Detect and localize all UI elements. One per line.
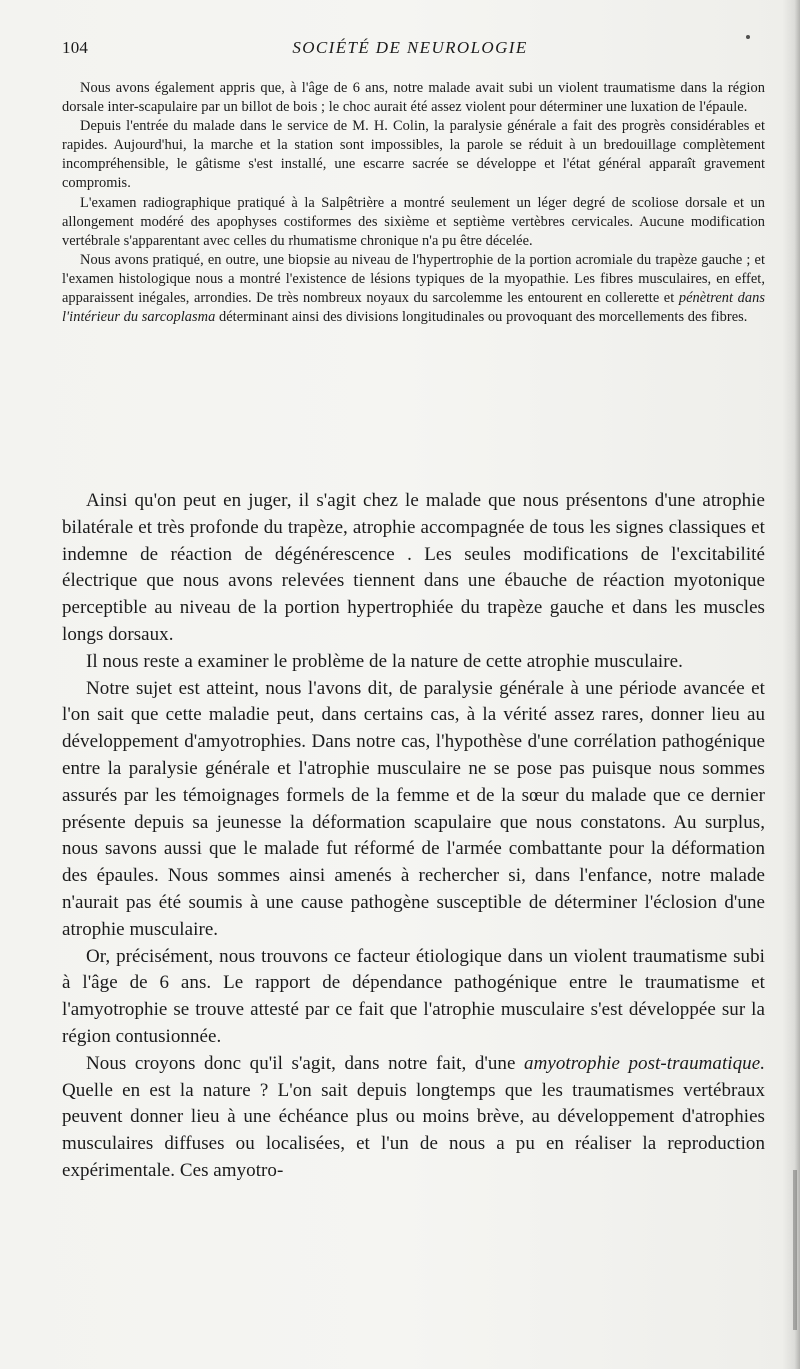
main-paragraph-3: Notre sujet est atteint, nous l'avons dit, de paralysie générale à une période avancée et l'on sait que cette maladie peut, dans certains cas, à la vérité assez rares, donner lieu au développement d'amyotrophies. Dans notre cas, l'hypothèse d'une corrélation pathogénique entre la paralysie générale et l'atrophie musculaire ne se pose pas puisque nous sommes assurés par les témoignages formels de la femme et de la sœur du malade que ce dernier présente depuis sa jeunesse la déformation scapulaire que nous constatons. Au surplus, nous savons aussi que le malade fut réformé de l'armée combattante pour la déformation des épaules. Nous sommes ainsi amenés à rechercher si, dans l'enfance, notre malade n'aurait pas été soumis à une cause pathogène susceptible de déterminer l'éclosion d'une atrophie musculaire. — [62, 677, 765, 940]
main-paragraph-4: Or, précisément, nous trouvons ce facteur étiologique dans un violent traumatisme subi à l'âge de 6 ans. Le rapport de dépendance pathogénique entre le traumatisme et l'amyotrophie se trouve attesté par ce fait que l'atrophie musculaire s'est développée sur la région contusionnée. — [62, 945, 765, 1047]
main-text-section — [62, 488, 765, 1185]
paragraph-text-after: Quelle en est la nature ? L'on sait depuis longtemps que les traumatismes vertébraux peuvent donner lieu à une échéance plus ou moins brève, au développement d'atrophies musculaires diffuses ou localisées, et l'un de nous a pu en réaliser la reproduction expérimentale. Ces amyotro- — [62, 1079, 765, 1181]
page-edge-shadow — [782, 0, 800, 1369]
main-paragraph-1: Ainsi qu'on peut en juger, il s'agit chez le malade que nous présentons d'une atrophie bilatérale et très profonde du trapèze, atrophie accompagnée de tous les signes classiques et indemne de réaction de dégénérescence . Les seules modifications de l'excitabilité électrique que nous avons relevées tiennent dans une ébauche de réaction myotonique perceptible au niveau de la portion hypertrophiée du trapèze gauche et dans les muscles longs dorsaux. — [62, 490, 765, 645]
paragraph-text-before: Nous croyons donc qu'il s'agit, dans notre fait, d'une — [86, 1052, 525, 1074]
small-print-section — [62, 79, 765, 327]
main-paragraph-5 — [62, 1051, 765, 1185]
small-paragraph-3: L'examen radiographique pratiqué à la Salpêtrière a montré seulement un léger degré de scoliose dorsale et un allongement modéré des apophyses costiformes des sixième et septième vertèbres cervicales. Aucune modification vertébrale s'apparentant avec celles du rhumatisme chronique n'a pu être décelée. — [62, 194, 765, 249]
small-paragraph-4 — [62, 251, 765, 327]
small-paragraph-1: Nous avons également appris que, à l'âge de 6 ans, notre malade avait subi un violent traumatisme dans la région dorsale inter-scapulaire par un billot de bois ; le choc aurait été assez violent pour déterminer une luxation de l'épaule. — [62, 80, 765, 116]
small-paragraph-2: Depuis l'entrée du malade dans le service de M. H. Colin, la paralysie générale a fait des progrès considérables et rapides. Aujourd'hui, la marche et la station sont impossibles, la parole se réduit à un bredouillage complètement incompréhensible, le gâtisme s'est installé, une escarre sacrée se développe et l'état général apparaît gravement compromis. — [62, 118, 765, 192]
page-number: 104 — [62, 38, 89, 57]
main-paragraph-2: Il nous reste a examiner le problème de la nature de cette atrophie musculaire. — [86, 650, 683, 672]
scan-edge-mark — [793, 1170, 797, 1330]
paragraph-text-before: Nous avons pratiqué, en outre, une biopsie au niveau de l'hypertrophie de la portion acromiale du trapèze gauche ; et l'examen histologique nous a montré l'existence de lésions typiques de la myopathie. Les fibres musculaires, en effet, apparaissent inégales, arrondies. De très nombreux noyaux du sarcolemme les entourent en collerette et — [62, 251, 765, 307]
page-header — [62, 38, 758, 62]
italic-phrase: pénètrent dans l'intérieur du sarcoplasma — [62, 290, 765, 326]
italic-phrase: amyotrophie post-traumatique. — [524, 1052, 765, 1074]
paragraph-text-after: déterminant ainsi des divisions longitudinales ou provoquant des morcellements des fibres. — [215, 309, 748, 326]
running-title: SOCIÉTÉ DE NEUROLOGIE — [292, 38, 528, 57]
